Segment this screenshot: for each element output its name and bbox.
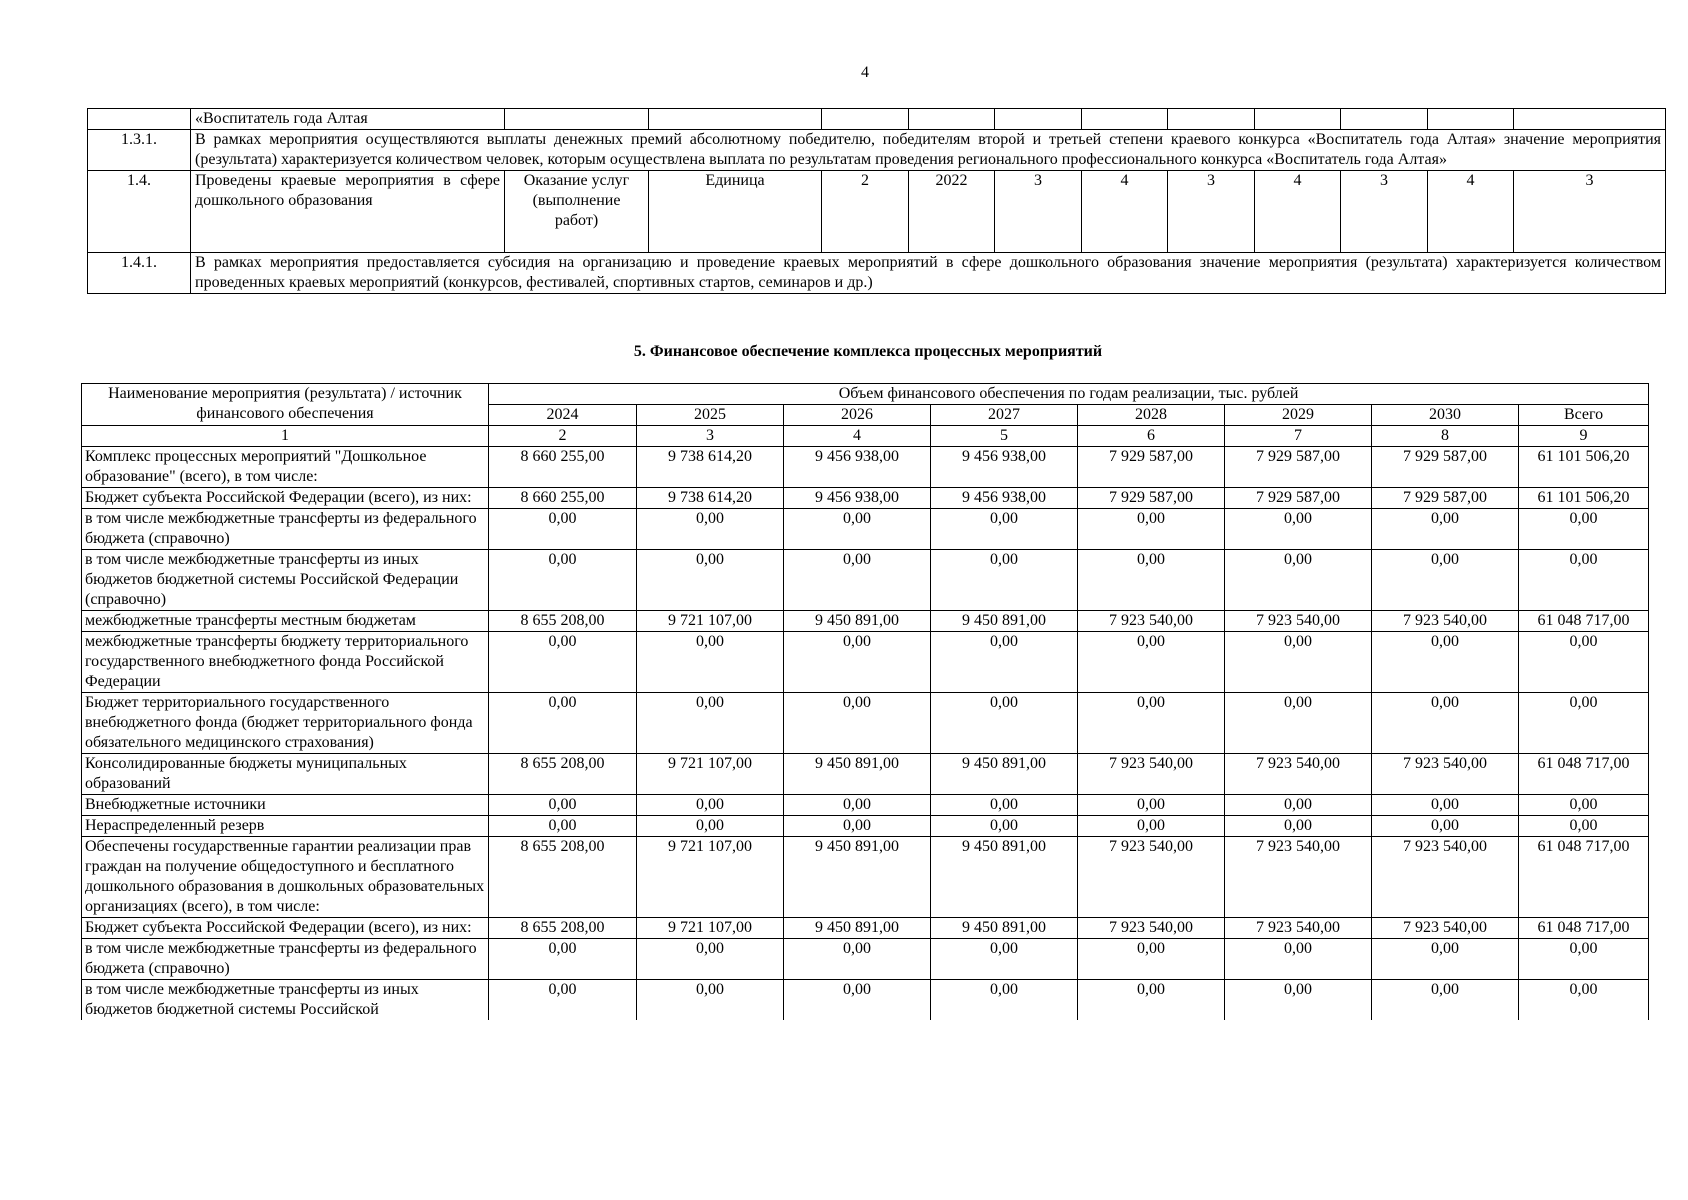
- base-year: 2022: [909, 171, 995, 253]
- total-header: Всего: [1519, 405, 1649, 426]
- year-value: 0,00: [784, 509, 931, 550]
- year-value: 0,00: [1372, 632, 1519, 693]
- total-value: 61 048 717,00: [1519, 918, 1649, 939]
- year-value: 7 929 587,00: [1225, 488, 1372, 509]
- year-value: 8 655 208,00: [489, 918, 637, 939]
- table-row: [82, 795, 1649, 816]
- year-value: 4: [1428, 171, 1514, 253]
- year-value: 7 923 540,00: [1078, 918, 1225, 939]
- year-value: 9 450 891,00: [931, 918, 1078, 939]
- year-value: 7 929 587,00: [1078, 488, 1225, 509]
- year-value: 0,00: [1225, 816, 1372, 837]
- table-row: [82, 837, 1649, 918]
- year-value: 0,00: [489, 939, 637, 980]
- year-value: 0,00: [1225, 939, 1372, 980]
- total-value: 0,00: [1519, 632, 1649, 693]
- row-note: В рамках мероприятия предоставляется субсидия на организацию и проведение краевых мероприятий в сфере дошкольного образования значение мероприятия (результата) характеризуется количеством проведенных краевых мероприятий (конкурсов, фестивалей, спортивных стартов, семинаров и др.): [191, 253, 1666, 294]
- year-value: 8 660 255,00: [489, 447, 637, 488]
- year-value: 7 923 540,00: [1225, 837, 1372, 918]
- total-value: 61 048 717,00: [1519, 837, 1649, 918]
- source-name: в том числе межбюджетные трансферты из федерального бюджета (справочно): [82, 939, 489, 980]
- column-number: 8: [1372, 426, 1519, 447]
- table-row: [82, 550, 1649, 611]
- year-value: 0,00: [489, 980, 637, 1021]
- year-value: 7 923 540,00: [1225, 611, 1372, 632]
- year-value: 7 923 540,00: [1078, 837, 1225, 918]
- year-value: 0,00: [1372, 509, 1519, 550]
- year-value: 4: [1255, 171, 1341, 253]
- table-row: [88, 109, 1666, 130]
- year-value: 0,00: [637, 795, 784, 816]
- year-value: 9 450 891,00: [784, 611, 931, 632]
- total-value: 0,00: [1519, 693, 1649, 754]
- table-row: [82, 754, 1649, 795]
- funding-group-header: Объем финансового обеспечения по годам реализации, тыс. рублей: [489, 384, 1649, 405]
- year-value: 0,00: [1078, 816, 1225, 837]
- year-value: 0,00: [637, 550, 784, 611]
- table-row: [82, 632, 1649, 693]
- year-header: 2025: [637, 405, 784, 426]
- row-number: 1.3.1.: [88, 130, 191, 171]
- year-value: 9 450 891,00: [931, 611, 1078, 632]
- column-number-row: [82, 426, 1649, 447]
- year-value: 3: [1514, 171, 1666, 253]
- base-value: 2: [822, 171, 909, 253]
- column-number: 7: [1225, 426, 1372, 447]
- year-value: 0,00: [931, 550, 1078, 611]
- financing-table-body: [82, 447, 1649, 1021]
- source-name: Консолидированные бюджеты муниципальных образований: [82, 754, 489, 795]
- total-value: 0,00: [1519, 980, 1649, 1021]
- year-value: 9 450 891,00: [784, 754, 931, 795]
- year-header: 2028: [1078, 405, 1225, 426]
- year-value: 7 929 587,00: [1078, 447, 1225, 488]
- year-value: 0,00: [489, 550, 637, 611]
- financing-table: [81, 383, 1649, 1020]
- year-value: 0,00: [637, 509, 784, 550]
- year-value: 7 923 540,00: [1078, 611, 1225, 632]
- year-value: 0,00: [784, 795, 931, 816]
- year-value: 9 721 107,00: [637, 611, 784, 632]
- year-value: 8 655 208,00: [489, 754, 637, 795]
- column-number: 6: [1078, 426, 1225, 447]
- year-value: 0,00: [784, 632, 931, 693]
- source-name: в том числе межбюджетные трансферты из федерального бюджета (справочно): [82, 509, 489, 550]
- year-value: 0,00: [784, 550, 931, 611]
- total-value: 61 101 506,20: [1519, 447, 1649, 488]
- table-row: [88, 253, 1666, 294]
- year-value: 0,00: [637, 980, 784, 1021]
- header-row: [82, 384, 1649, 405]
- year-value: 0,00: [1078, 550, 1225, 611]
- year-value: 0,00: [1372, 550, 1519, 611]
- year-value: 0,00: [1078, 795, 1225, 816]
- year-value: 0,00: [637, 939, 784, 980]
- total-value: 0,00: [1519, 939, 1649, 980]
- year-value: 0,00: [1225, 980, 1372, 1021]
- table-row: [82, 447, 1649, 488]
- year-value: 9 456 938,00: [931, 488, 1078, 509]
- year-value: 0,00: [1372, 795, 1519, 816]
- year-value: 7 929 587,00: [1372, 447, 1519, 488]
- total-value: 0,00: [1519, 550, 1649, 611]
- year-value: 0,00: [1225, 693, 1372, 754]
- total-value: 61 048 717,00: [1519, 611, 1649, 632]
- year-header: 2030: [1372, 405, 1519, 426]
- year-value: 0,00: [637, 632, 784, 693]
- year-header: 2027: [931, 405, 1078, 426]
- year-value: 3: [995, 171, 1082, 253]
- name-column-header: Наименование мероприятия (результата) / источник финансового обеспечения: [82, 384, 489, 426]
- year-value: 7 923 540,00: [1225, 918, 1372, 939]
- year-value: 0,00: [1078, 980, 1225, 1021]
- year-value: 0,00: [931, 939, 1078, 980]
- year-value: 9 738 614,20: [637, 488, 784, 509]
- year-value: 0,00: [784, 693, 931, 754]
- year-value: 0,00: [637, 816, 784, 837]
- column-number: 2: [489, 426, 637, 447]
- year-value: 0,00: [1078, 939, 1225, 980]
- year-value: 7 929 587,00: [1372, 488, 1519, 509]
- source-name: Нераспределенный резерв: [82, 816, 489, 837]
- table-row: [82, 918, 1649, 939]
- year-value: 7 929 587,00: [1225, 447, 1372, 488]
- year-header: 2024: [489, 405, 637, 426]
- year-value: 0,00: [1225, 632, 1372, 693]
- table-row: [88, 171, 1666, 253]
- year-value: 9 450 891,00: [931, 837, 1078, 918]
- year-value: 0,00: [784, 980, 931, 1021]
- year-value: 9 721 107,00: [637, 918, 784, 939]
- column-number: 4: [784, 426, 931, 447]
- year-value: 0,00: [489, 816, 637, 837]
- table-row: [82, 816, 1649, 837]
- table-row: [82, 939, 1649, 980]
- column-number: 9: [1519, 426, 1649, 447]
- year-value: 0,00: [489, 693, 637, 754]
- column-number: 5: [931, 426, 1078, 447]
- year-value: 7 923 540,00: [1372, 611, 1519, 632]
- year-header: 2029: [1225, 405, 1372, 426]
- total-value: 0,00: [1519, 816, 1649, 837]
- source-name: в том числе межбюджетные трансферты из иных бюджетов бюджетной системы Российской: [82, 980, 489, 1021]
- source-name: в том числе межбюджетные трансферты из иных бюджетов бюджетной системы Российской Федерации (справочно): [82, 550, 489, 611]
- year-value: 0,00: [1078, 693, 1225, 754]
- year-value: 9 456 938,00: [784, 447, 931, 488]
- row-note: В рамках мероприятия осуществляются выплаты денежных премий абсолютному победителю, победителям второй и третьей степени краевого конкурса «Воспитатель года Алтая» значение мероприятия (результата) характеризуется количеством человек, которым осуществлена выплата по результатам проведения регионального профессионального конкурса «Воспитатель года Алтая»: [191, 130, 1666, 171]
- column-number: 1: [82, 426, 489, 447]
- year-value: 7 923 540,00: [1225, 754, 1372, 795]
- year-value: 0,00: [1372, 816, 1519, 837]
- table-row: [82, 980, 1649, 1021]
- year-value: 7 923 540,00: [1372, 918, 1519, 939]
- year-value: 9 456 938,00: [931, 447, 1078, 488]
- year-value: 0,00: [931, 980, 1078, 1021]
- year-value: 8 655 208,00: [489, 837, 637, 918]
- source-name: межбюджетные трансферты бюджету территориального государственного внебюджетного фонда Российской Федерации: [82, 632, 489, 693]
- year-value: 0,00: [931, 795, 1078, 816]
- column-number: 3: [637, 426, 784, 447]
- year-value: 0,00: [931, 509, 1078, 550]
- table-row: [82, 509, 1649, 550]
- year-value: 9 450 891,00: [784, 837, 931, 918]
- source-name: Бюджет субъекта Российской Федерации (всего), из них:: [82, 488, 489, 509]
- year-value: 8 655 208,00: [489, 611, 637, 632]
- year-value: 0,00: [1372, 939, 1519, 980]
- source-name: Бюджет территориального государственного внебюджетного фонда (бюджет территориального фонда обязательного медицинского страхования): [82, 693, 489, 754]
- total-value: 0,00: [1519, 795, 1649, 816]
- year-value: 3: [1168, 171, 1255, 253]
- total-value: 0,00: [1519, 509, 1649, 550]
- year-value: 0,00: [1225, 795, 1372, 816]
- year-value: 9 738 614,20: [637, 447, 784, 488]
- table-row: [82, 488, 1649, 509]
- year-value: 9 450 891,00: [931, 754, 1078, 795]
- year-value: 0,00: [1372, 693, 1519, 754]
- row-number: 1.4.: [88, 171, 191, 253]
- result-kind: Оказание услуг (выполнение работ): [505, 171, 649, 253]
- source-name: Комплекс процессных мероприятий "Дошкольное образование" (всего), в том числе:: [82, 447, 489, 488]
- year-value: 3: [1341, 171, 1428, 253]
- table-cell: [88, 109, 191, 130]
- year-value: 9 450 891,00: [784, 918, 931, 939]
- source-name: Бюджет субъекта Российской Федерации (всего), из них:: [82, 918, 489, 939]
- table-row: [82, 693, 1649, 754]
- table-row: [82, 611, 1649, 632]
- year-value: 0,00: [1372, 980, 1519, 1021]
- year-value: 0,00: [784, 939, 931, 980]
- year-value: 0,00: [931, 632, 1078, 693]
- unit: Единица: [649, 171, 822, 253]
- year-value: 9 721 107,00: [637, 754, 784, 795]
- year-value: 0,00: [489, 795, 637, 816]
- year-value: 0,00: [1225, 509, 1372, 550]
- year-value: 0,00: [489, 632, 637, 693]
- year-value: 0,00: [489, 509, 637, 550]
- year-value: 0,00: [931, 693, 1078, 754]
- table-row: [88, 130, 1666, 171]
- source-name: Обеспечены государственные гарантии реализации прав граждан на получение общедоступного и бесплатного дошкольного образования в дошкольных образовательных организациях (всего), в том числе:: [82, 837, 489, 918]
- year-value: 7 923 540,00: [1372, 754, 1519, 795]
- page-number: 4: [861, 64, 869, 81]
- total-value: 61 101 506,20: [1519, 488, 1649, 509]
- result-name: Проведены краевые мероприятия в сфере дошкольного образования: [191, 171, 505, 253]
- year-value: 9 456 938,00: [784, 488, 931, 509]
- source-name: межбюджетные трансферты местным бюджетам: [82, 611, 489, 632]
- year-value: 7 923 540,00: [1372, 837, 1519, 918]
- year-header: 2026: [784, 405, 931, 426]
- year-value: 4: [1082, 171, 1168, 253]
- result-name: «Воспитатель года Алтая: [191, 109, 505, 130]
- row-number: 1.4.1.: [88, 253, 191, 294]
- year-value: 0,00: [1078, 509, 1225, 550]
- total-value: 61 048 717,00: [1519, 754, 1649, 795]
- year-value: 0,00: [637, 693, 784, 754]
- year-value: 7 923 540,00: [1078, 754, 1225, 795]
- year-value: 0,00: [1225, 550, 1372, 611]
- results-table-continuation: [87, 108, 1666, 294]
- year-value: 0,00: [784, 816, 931, 837]
- year-value: 8 660 255,00: [489, 488, 637, 509]
- source-name: Внебюджетные источники: [82, 795, 489, 816]
- year-value: 0,00: [931, 816, 1078, 837]
- section-title: 5. Финансовое обеспечение комплекса процессных мероприятий: [633, 343, 1103, 360]
- year-value: 0,00: [1078, 632, 1225, 693]
- year-value: 9 721 107,00: [637, 837, 784, 918]
